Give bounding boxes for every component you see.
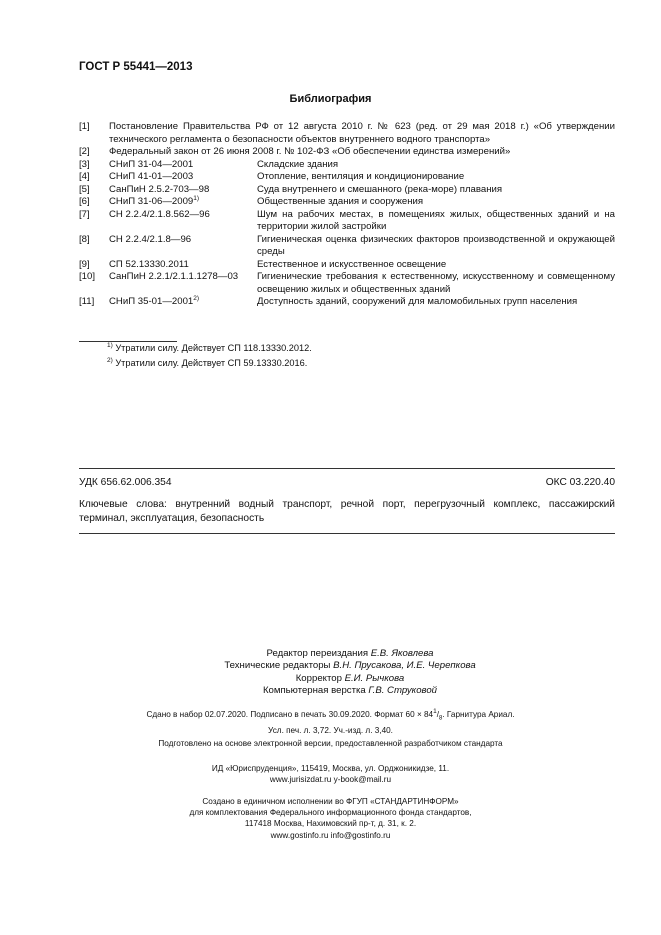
entry-reference: [109, 196, 257, 209]
entry-reference: СНиП 31-04—2001: [109, 158, 194, 170]
corrector-label: Корректор: [295, 672, 345, 684]
bibliography-entry-4: [79, 171, 615, 184]
bibliography-entry-11: [79, 296, 615, 309]
editor-name: Е.В. Яковлева: [370, 648, 434, 659]
footnote-mark-2: 2): [193, 295, 200, 302]
signed-date: Подписано в печать 30.09.2020.: [250, 710, 372, 719]
entry-reference: СН 2.2.4/2.1.8.562—96: [109, 208, 210, 220]
typeface: Гарнитура Ариал.: [446, 710, 515, 719]
format-prefix: Формат 60 × 84: [374, 710, 434, 719]
printing-info: [0, 709, 661, 736]
entry-reference: СанПиН 2.5.2-703—98: [109, 183, 210, 195]
entry-reference: СП 52.13330.2011: [109, 258, 189, 270]
standard-designation: ГОСТ Р 55441—2013: [79, 61, 193, 73]
production-line-4: www.gostinfo.ru info@gostinfo.ru: [270, 830, 391, 840]
entry-number: [9]: [79, 258, 90, 270]
printing-line-1: [0, 709, 661, 725]
corrector-line: [120, 673, 580, 685]
entry-description: Доступность зданий, сооружений для маломобильных групп населения: [257, 296, 578, 307]
format-numerator: 1: [433, 708, 437, 715]
entry-reference-code: СНиП 31-06—2009: [109, 196, 194, 207]
bibliography-entry-8: [79, 234, 615, 259]
paper-format: Формат $60 \times 84^1/_8$.: [374, 708, 445, 722]
bibliography-entry-6: [79, 196, 615, 209]
entry-description: Суда внутреннего и смешанного (река-море) плавания: [257, 183, 503, 195]
production-info: [0, 796, 661, 841]
production-line-1: Создано в единичном исполнении во ФГУП «СТАНДАРТИНФОРМ»: [202, 797, 459, 806]
footnote-2-mark: 2): [107, 357, 113, 364]
keywords: Ключевые слова: внутренний водный транспорт, речной порт, перегрузочный комплекс, пассажирский терминал, эксплуатация, безопасность: [79, 499, 615, 524]
bibliography-entry-9: [79, 259, 615, 272]
entry-number: [5]: [79, 183, 90, 195]
layout-line: [120, 685, 580, 697]
entry-text: Постановление Правительства РФ от 12 августа 2010 г. № 623 (ред. от 29 мая 2018 г.) «Об утверждении технического регламента о безопасности объектов внутреннего водного транспорта»: [109, 121, 615, 145]
tech-editors-names: В.Н. Прусакова, И.Е. Черепкова: [333, 660, 476, 672]
editor-line: [120, 648, 580, 660]
entry-description: Шум на рабочих местах, в помещениях жилых, общественных зданий и на территории жилой застройки: [257, 208, 615, 232]
bibliography-entry-1: [79, 121, 615, 146]
printed-sheets: Усл. печ. л. 3,72.: [268, 725, 332, 735]
entry-number: [4]: [79, 171, 90, 182]
edition-sheets: Уч.-изд. л. 3,40.: [333, 725, 393, 735]
tech-editors-line: [120, 660, 580, 672]
entry-number: [1]: [79, 121, 90, 132]
bibliography-entry-10: [79, 271, 615, 296]
entry-number: [11]: [79, 296, 95, 307]
credits-block: [120, 648, 580, 697]
entry-reference: СН 2.2.4/2.1.8—96: [109, 233, 192, 245]
footnote-1-mark: 1): [107, 342, 113, 349]
tech-editors-label: Технические редакторы: [224, 660, 334, 672]
printing-line-2: [0, 725, 661, 736]
bibliography-title: Библиография: [289, 93, 372, 105]
entry-number: [10]: [79, 271, 96, 282]
entry-number: [2]: [79, 146, 90, 157]
production-line-2: для комплектования Федерального информационного фонда стандартов,: [189, 808, 472, 818]
entry-reference: [109, 296, 257, 309]
entry-description: Отопление, вентиляция и кондиционирование: [257, 171, 465, 182]
publisher-info: [0, 763, 661, 785]
entry-number: [7]: [79, 208, 90, 220]
udk-code: УДК 656.62.006.354: [79, 477, 172, 488]
entry-reference-code: СНиП 35-01—2001: [109, 296, 194, 307]
footnote-divider: [79, 341, 177, 342]
submitted-date: Сдано в набор 02.07.2020.: [146, 710, 249, 719]
entry-description: Естественное и искусственное освещение: [257, 258, 447, 270]
footnote-2-text: Утратили силу. Действует СП 59.13330.2016.: [112, 358, 308, 368]
entry-number: [8]: [79, 233, 90, 245]
bibliography-entry-2: [79, 146, 615, 159]
bibliography-entry-7: [79, 209, 615, 234]
entry-reference: СНиП 41-01—2003: [109, 171, 194, 182]
prepared-note: Подготовлено на основе электронной версии, предоставленной разработчиком стандарта: [158, 739, 503, 748]
entry-reference: СанПиН 2.2.1/2.1.1.1278—03: [109, 271, 239, 282]
publisher-address: ИД «Юриспруденция», 115419, Москва, ул. Орджоникидзе, 11.: [211, 764, 450, 773]
bibliography-entry-5: [79, 184, 615, 197]
entry-text: Федеральный закон от 26 июня 2008 г. № 102-ФЗ «Об обеспечении единства измерений»: [109, 146, 511, 157]
entry-description: Общественные здания и сооружения: [257, 196, 424, 207]
format-suffix: .: [442, 710, 445, 719]
bibliography-list: [79, 121, 615, 309]
production-line-3: 117418 Москва, Нахимовский пр-т, д. 31, к. 2.: [244, 819, 417, 829]
entry-description: Складские здания: [257, 158, 339, 170]
publisher-contacts: www.jurisizdat.ru y-book@mail.ru: [269, 775, 392, 785]
classification-bottom-rule: [79, 533, 615, 534]
bibliography-entry-3: [79, 159, 615, 172]
footnote-1-text: Утратили силу. Действует СП 118.13330.2012.: [112, 343, 312, 353]
entry-number: [6]: [79, 196, 90, 207]
classification-top-rule: [79, 468, 615, 469]
editor-label: Редактор переиздания: [266, 648, 371, 659]
footnote-1: [107, 343, 312, 353]
entry-description: Гигиеническая оценка физических факторов производственной и окружающей среды: [257, 233, 615, 257]
corrector-name: Е.И. Рычкова: [344, 672, 405, 684]
footnote-mark-1: 1): [193, 195, 200, 202]
footnote-2: [107, 358, 307, 368]
layout-name: Г.В. Струковой: [368, 684, 438, 696]
layout-label: Компьютерная верстка: [262, 684, 369, 696]
entry-description: Гигиенические требования к естественному, искусственному и совмещенному освещению жилых и общественных зданий: [257, 271, 615, 295]
oks-code: ОКС 03.220.40: [545, 477, 615, 488]
entry-number: [3]: [79, 158, 90, 170]
format-denominator: 8: [439, 715, 443, 722]
